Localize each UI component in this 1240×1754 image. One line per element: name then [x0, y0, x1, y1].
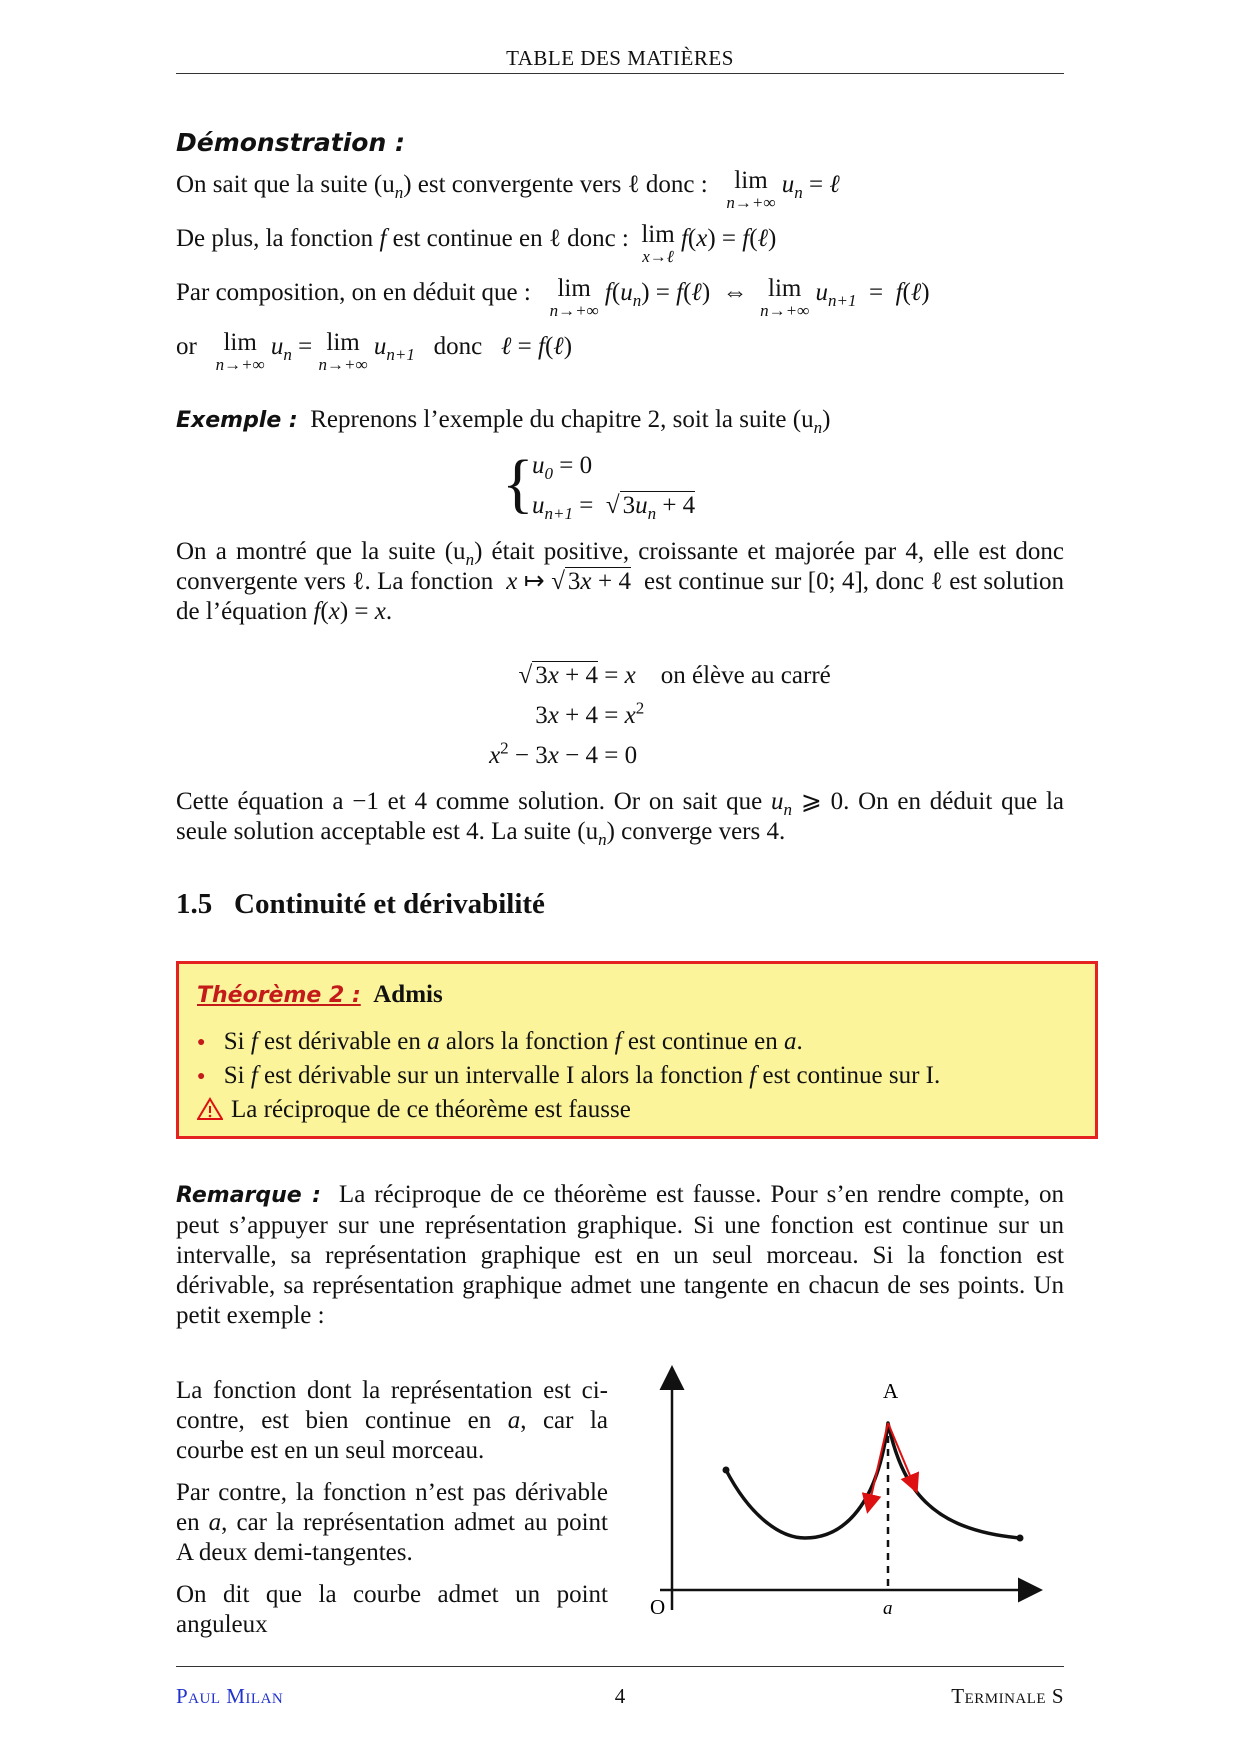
- example-paragraph-1: On a montré que la suite $(u_n)$ était positive, croissante et majorée par 4, elle est donc convergente vers ℓ. La fonction x ↦ √ 3x + 4 est continue sur [0; 4], donc ℓ est solution de l’équation f(x) = x.: [176, 538, 1064, 625]
- example-heading: Exemple :: [176, 408, 298, 433]
- demo-line-4: or lim n→+∞ $u_n = \lim$ n→+∞ $u_{n+1}$ donc ℓ = f(ℓ): [176, 329, 573, 374]
- example-intro: Exemple : Reprenons l’exemple du chapitre 2, soit la suite $(u_n)$: [176, 406, 831, 437]
- angular-point-figure: [630, 1358, 1050, 1628]
- example-paragraph-2: Cette équation a −1 et 4 comme solution. Or on sait que $u_n$ ⩾ 0. On en déduit que la seule solution acceptable est 4. La suite $(u_n)$ converge vers 4.: [176, 788, 1064, 849]
- footer-author: Paul Milan: [176, 1684, 284, 1708]
- running-header: TABLE DES MATIÈRES: [506, 46, 734, 70]
- theorem-bullet-2: ● Si f est dérivable sur un intervalle I alors la fonction f est continue sur I.: [197, 1061, 940, 1095]
- theorem-warning: La réciproque de ce théorème est fausse: [197, 1096, 631, 1124]
- theorem-bullet-1: ● Si f est dérivable en a alors la fonction f est continue en a.: [197, 1027, 940, 1061]
- demo-heading: Démonstration :: [176, 128, 405, 157]
- footer-rule: [176, 1666, 1064, 1667]
- demo-line-2: De plus, la fonction f est continue en ℓ donc : lim x→ℓ f(x) = f(ℓ): [176, 221, 777, 266]
- header-rule: [176, 73, 1064, 74]
- demo-line-1: On sait que la suite $(u_n)$ est convergente vers ℓ donc : lim n→+∞ $u_n$ = ℓ: [176, 167, 840, 212]
- equation-steps: √ 3x + 4 = x on élève au carré $3x + 4 = x^2$ $x^2 - 3x - 4 = 0$: [489, 662, 831, 769]
- section-heading: 1.5 Continuité et dérivabilité: [176, 888, 545, 920]
- remark-paragraph: Remarque : La réciproque de ce théorème est fausse. Pour s’en rendre compte, on peut s’appuyer sur une représentation graphique. Si une fonction est continue sur un intervalle, sa représentation graphique est en un seul morceau. Si la fonction est dérivable, sa représentation graphique admet une tangente en chacun de ses points. Un petit exemple :: [176, 1181, 1064, 1329]
- a-label: a: [883, 1598, 893, 1619]
- warning-icon: [197, 1097, 223, 1121]
- origin-label: O: [650, 1595, 666, 1619]
- function-curve: [726, 1423, 1020, 1538]
- point-A-label: A: [883, 1379, 899, 1403]
- remark-heading: Remarque :: [176, 1183, 321, 1208]
- theorem-box: [176, 961, 1098, 1139]
- demo-line-3: Par composition, on en déduit que : lim n→+∞ $f(u_n)$ = f(ℓ) ⇔ lim n→+∞ $u_{n+1}$ = f(ℓ): [176, 275, 930, 320]
- left-half-tangent: [868, 1423, 888, 1510]
- curve-start-point: [723, 1467, 730, 1474]
- recurrence-system: { $u_0 = 0$ $u_{n+1}$ = √ $3u_n + 4$: [502, 447, 696, 523]
- figure-text-1: La fonction dont la représentation est ci-contre, est bien continue en a, car la courbe est en un seul morceau.: [176, 1377, 609, 1464]
- figure-text-2: Par contre, la fonction n’est pas dérivable en a, car la représentation admet au point A deux demi-tangentes.: [176, 1479, 609, 1566]
- curve-end-point: [1017, 1535, 1024, 1542]
- figure-text-3: On dit que la courbe admet un point anguleux: [176, 1581, 608, 1638]
- right-half-tangent: [888, 1423, 916, 1490]
- theorem-title: Théorème 2 : Admis: [197, 981, 443, 1008]
- footer-level: Terminale S: [951, 1684, 1064, 1708]
- footer-page-number: 4: [614, 1684, 626, 1708]
- theorem-list: [197, 1027, 940, 1095]
